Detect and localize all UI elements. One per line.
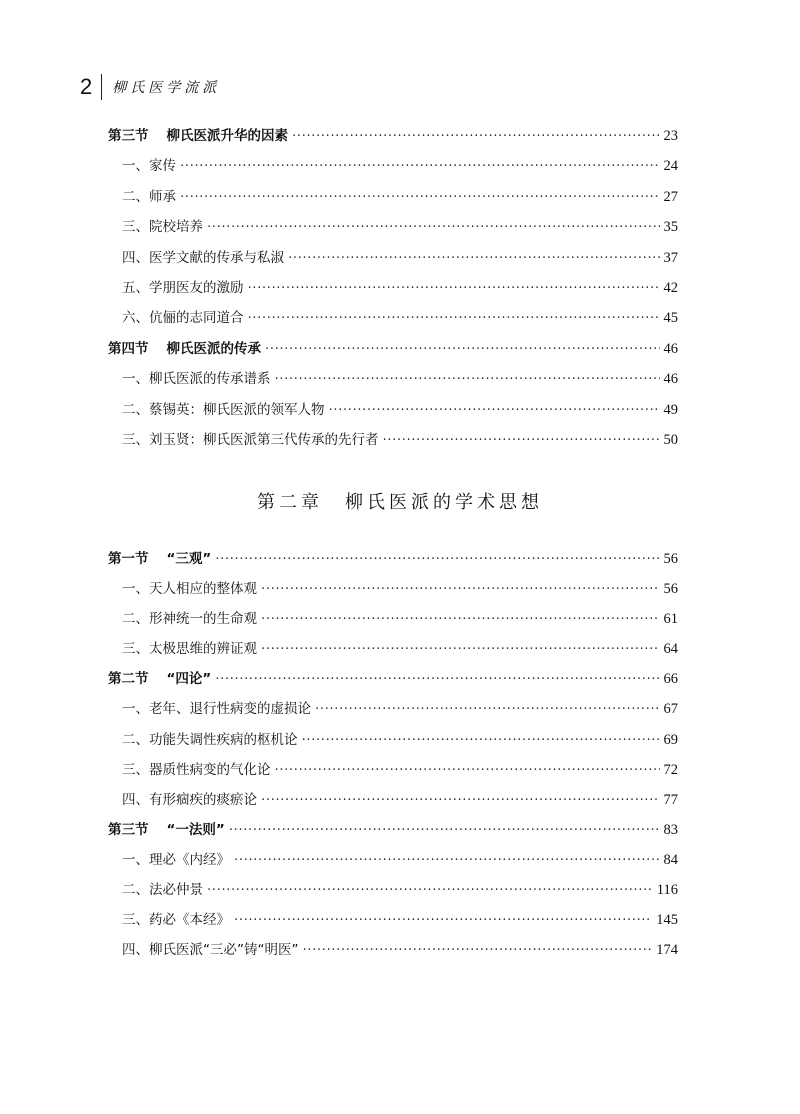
toc-section-entry[interactable] xyxy=(108,667,678,697)
dot-leader xyxy=(261,641,660,657)
toc-section-entry[interactable] xyxy=(108,547,678,577)
dot-leader xyxy=(265,341,660,357)
entry-page-number: 35 xyxy=(663,219,678,236)
dot-leader xyxy=(180,158,660,174)
toc-subentry[interactable] xyxy=(108,788,678,818)
entry-label xyxy=(108,337,261,357)
section-number: 第四节 xyxy=(108,340,149,357)
toc-subentry[interactable] xyxy=(108,306,678,336)
entry-page-number: 64 xyxy=(663,641,678,658)
dot-leader xyxy=(292,128,660,144)
entry-page-number: 83 xyxy=(663,821,678,838)
dot-leader xyxy=(261,611,660,627)
entry-title: 二、蔡锡英：柳氏医派的领军人物 xyxy=(122,401,325,418)
section-number: 第二节 xyxy=(108,671,149,688)
toc-subentry[interactable] xyxy=(108,908,678,938)
dot-leader xyxy=(207,219,660,235)
entry-title: 一、理必《内经》 xyxy=(122,851,230,868)
entry-title: 四、医学文献的传承与私淑 xyxy=(122,249,284,266)
entry-label xyxy=(122,758,271,778)
dot-leader xyxy=(261,581,660,597)
entry-label xyxy=(122,306,244,326)
dot-leader xyxy=(288,250,660,266)
page-number: 2 xyxy=(80,74,93,99)
entry-label xyxy=(122,367,271,387)
entry-label xyxy=(122,246,284,266)
toc-subentry[interactable] xyxy=(108,577,678,607)
chapter-number: 第二章 xyxy=(257,492,323,513)
entry-title: 二、法必仲景 xyxy=(122,882,203,899)
toc-section-entry[interactable] xyxy=(108,337,678,367)
dot-leader xyxy=(215,671,659,687)
entry-page-number: 46 xyxy=(663,340,678,357)
entry-title: 三、院校培养 xyxy=(122,219,203,236)
entry-label xyxy=(122,697,311,717)
toc-part-1 xyxy=(108,124,678,458)
entry-label xyxy=(108,667,211,687)
dot-leader xyxy=(302,732,660,748)
toc-subentry[interactable] xyxy=(108,367,678,397)
entry-page-number: 56 xyxy=(663,581,678,598)
entry-label xyxy=(108,818,225,838)
entry-label xyxy=(122,276,244,296)
dot-leader xyxy=(234,852,660,868)
entry-page-number: 49 xyxy=(663,401,678,418)
section-number: 第三节 xyxy=(108,128,149,144)
entry-page-number: 67 xyxy=(663,701,678,718)
entry-page-number: 145 xyxy=(656,912,678,929)
entry-label xyxy=(122,788,257,808)
entry-label xyxy=(122,398,325,418)
entry-page-number: 50 xyxy=(663,431,678,448)
entry-page-number: 69 xyxy=(663,731,678,748)
toc-subentry[interactable] xyxy=(108,758,678,788)
entry-title: 一、柳氏医派的传承谱系 xyxy=(122,371,271,388)
toc-subentry[interactable] xyxy=(108,246,678,276)
dot-leader xyxy=(234,912,652,928)
entry-page-number: 56 xyxy=(663,551,678,567)
dot-leader xyxy=(302,942,652,958)
entry-page-number: 37 xyxy=(663,249,678,266)
entry-label xyxy=(122,908,230,928)
section-number: 第一节 xyxy=(108,551,149,567)
chapter-title: 柳氏医派的学术思想 xyxy=(345,492,543,513)
dot-leader xyxy=(248,310,660,326)
entry-title: 四、有形痼疾的痰瘀论 xyxy=(122,791,257,808)
running-header xyxy=(80,74,220,100)
toc-subentry[interactable] xyxy=(108,215,678,245)
toc-subentry[interactable] xyxy=(108,697,678,727)
entry-page-number: 174 xyxy=(656,942,678,959)
section-number: 第三节 xyxy=(108,821,149,838)
entry-title: 一、天人相应的整体观 xyxy=(122,581,257,598)
entry-page-number: 72 xyxy=(663,761,678,778)
toc-subentry[interactable] xyxy=(108,878,678,908)
header-divider xyxy=(101,74,102,100)
dot-leader xyxy=(248,280,660,296)
entry-title: “一法则” xyxy=(166,821,225,838)
entry-title: 二、形神统一的生命观 xyxy=(122,611,257,628)
dot-leader xyxy=(329,402,660,418)
entry-title: 三、太极思维的辨证观 xyxy=(122,641,257,658)
toc-subentry[interactable] xyxy=(108,185,678,215)
toc-subentry[interactable] xyxy=(108,637,678,667)
dot-leader xyxy=(315,701,660,717)
entry-page-number: 61 xyxy=(663,611,678,628)
entry-title: 柳氏医派升华的因素 xyxy=(166,128,288,144)
dot-leader xyxy=(180,189,660,205)
entry-page-number: 45 xyxy=(663,310,678,327)
entry-label xyxy=(122,848,230,868)
entry-title: 二、功能失调性疾病的枢机论 xyxy=(122,731,298,748)
entry-page-number: 23 xyxy=(663,128,678,144)
entry-label xyxy=(108,547,211,567)
dot-leader xyxy=(229,822,660,838)
entry-label xyxy=(108,124,288,144)
entry-label xyxy=(122,607,257,627)
entry-page-number: 66 xyxy=(663,671,678,688)
toc-subentry[interactable] xyxy=(108,607,678,637)
toc-section-entry[interactable] xyxy=(108,818,678,848)
entry-label xyxy=(122,577,257,597)
entry-label xyxy=(122,215,203,235)
entry-label xyxy=(122,728,298,748)
entry-label xyxy=(122,938,298,958)
dot-leader xyxy=(275,762,660,778)
dot-leader xyxy=(383,432,660,448)
entry-title: “四论” xyxy=(166,671,212,688)
entry-page-number: 84 xyxy=(663,851,678,868)
toc-subentry[interactable] xyxy=(108,398,678,428)
book-title: 柳氏医学流派 xyxy=(112,80,221,96)
entry-title: 四、柳氏医派“三必”铸“明医” xyxy=(122,942,299,959)
entry-title: 六、伉俪的志同道合 xyxy=(122,310,244,327)
entry-title: 一、家传 xyxy=(122,158,176,175)
dot-leader xyxy=(207,882,653,898)
entry-title: 三、器质性病变的气化论 xyxy=(122,761,271,778)
toc-subentry[interactable] xyxy=(108,428,678,458)
entry-title: 三、药必《本经》 xyxy=(122,912,230,929)
entry-title: 柳氏医派的传承 xyxy=(166,340,261,357)
entry-title: 五、学朋医友的激励 xyxy=(122,279,244,296)
entry-page-number: 77 xyxy=(663,791,678,808)
toc-subentry[interactable] xyxy=(108,728,678,758)
toc-subentry[interactable] xyxy=(108,848,678,878)
entry-label xyxy=(122,428,379,448)
entry-title: 二、师承 xyxy=(122,188,176,205)
dot-leader xyxy=(261,792,660,808)
toc-subentry[interactable] xyxy=(108,154,678,184)
entry-label xyxy=(122,878,203,898)
chapter-heading xyxy=(0,488,800,514)
entry-title: “三观” xyxy=(166,551,212,567)
entry-page-number: 24 xyxy=(663,158,678,175)
toc-section-entry[interactable] xyxy=(108,124,678,154)
entry-title: 三、刘玉贤：柳氏医派第三代传承的先行者 xyxy=(122,431,379,448)
entry-label xyxy=(122,154,176,174)
dot-leader xyxy=(215,551,659,567)
toc-subentry[interactable] xyxy=(108,938,678,968)
toc-part-2 xyxy=(108,547,678,968)
entry-page-number: 46 xyxy=(663,371,678,388)
entry-page-number: 42 xyxy=(663,279,678,296)
entry-label xyxy=(122,637,257,657)
entry-page-number: 27 xyxy=(663,188,678,205)
toc-subentry[interactable] xyxy=(108,276,678,306)
entry-label xyxy=(122,185,176,205)
dot-leader xyxy=(275,371,660,387)
entry-title: 一、老年、退行性病变的虚损论 xyxy=(122,701,311,718)
entry-page-number: 116 xyxy=(656,882,678,899)
